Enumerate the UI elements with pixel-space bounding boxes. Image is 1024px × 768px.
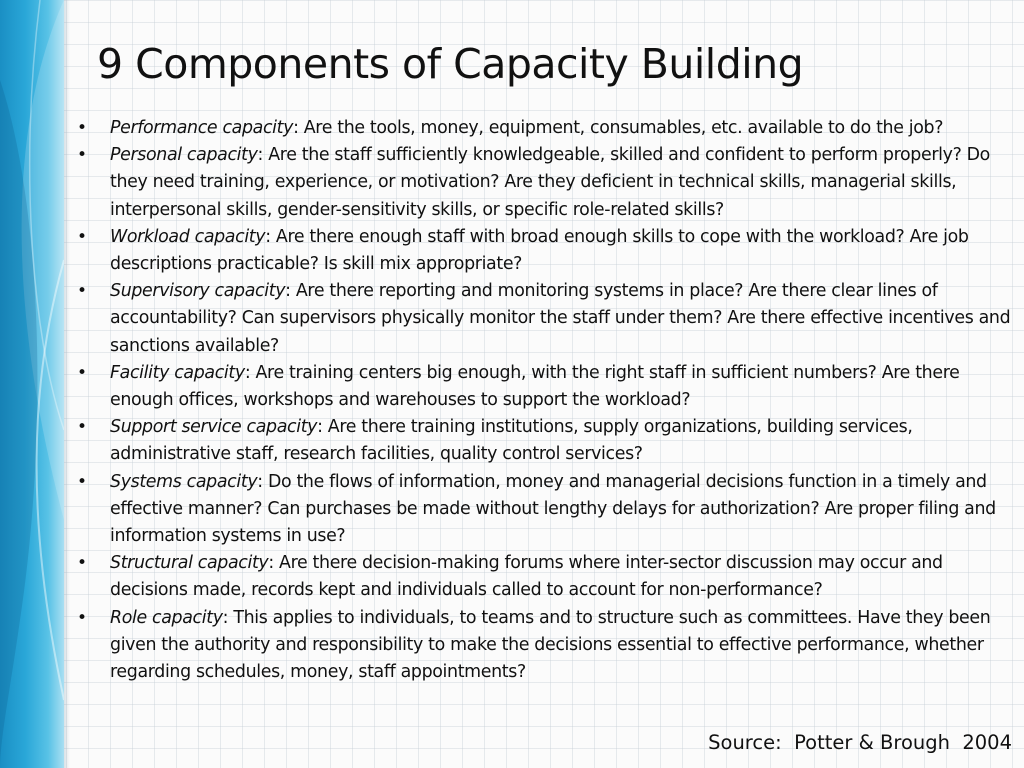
bullet-list xyxy=(77,115,1016,686)
list-item xyxy=(77,115,1016,142)
list-item xyxy=(77,469,1016,551)
capacity-description: : Do the flows of information, money and managerial decisions function in a timely and effective manner? Can purchases be made without lengthy delays for authorization? Are proper filing and information systems in use? xyxy=(110,471,996,547)
capacity-term: Support service capacity xyxy=(110,417,318,438)
bullet-dot: • xyxy=(77,362,87,383)
slide-title: 9 Components of Capacity Building xyxy=(97,40,804,88)
list-item xyxy=(77,142,1016,224)
bullet-dot: • xyxy=(77,417,87,438)
bullet-dot: • xyxy=(77,471,87,492)
capacity-term: Performance capacity xyxy=(110,118,294,138)
capacity-term: Structural capacity xyxy=(110,553,269,574)
capacity-description: : Are there training institutions, supply organizations, building services, administrative staff, research facilities, quality control services? xyxy=(110,417,913,465)
capacity-term: Role capacity xyxy=(110,607,223,628)
left-decorative-band xyxy=(0,0,64,768)
bullet-dot: • xyxy=(77,145,87,166)
bullet-dot: • xyxy=(77,607,87,628)
capacity-term: Supervisory capacity xyxy=(110,281,286,302)
capacity-description: : Are the staff sufficiently knowledgeable, skilled and confident to perform properly? Do they need training, experience, or motivation? Are they deficient in technical skills, managerial skills, interpersonal skills, gender-sensitivity skills, or specific role-related skills? xyxy=(110,145,990,220)
list-item xyxy=(77,550,1016,604)
bullet-dot: • xyxy=(77,226,87,247)
band-swoosh-graphic xyxy=(0,0,64,768)
list-item xyxy=(77,605,1016,687)
bullet-dot: • xyxy=(77,118,87,138)
capacity-description: : Are there enough staff with broad enough skills to cope with the workload? Are job descriptions practicable? Is skill mix appropriate? xyxy=(110,226,969,275)
capacity-term: Workload capacity xyxy=(110,226,266,247)
capacity-description: : Are there decision-making forums where inter-sector discussion may occur and decisions made, records kept and individuals called to account for non-performance? xyxy=(110,553,943,601)
capacity-description: : Are the tools, money, equipment, consumables, etc. available to do the job? xyxy=(293,118,944,138)
capacity-description: : This applies to individuals, to teams and to structure such as committees. Have they been given the authority and responsibility to make the decisions essential to effective performance, whether regarding schedules, money, staff appointments? xyxy=(110,607,991,683)
source-citation: Source: Potter & Brough 2004 xyxy=(708,731,1012,754)
list-item xyxy=(77,414,1016,468)
capacity-term: Personal capacity xyxy=(110,145,258,166)
band-shadow xyxy=(64,0,70,768)
bullet-dot: • xyxy=(77,553,87,574)
list-item xyxy=(77,360,1016,414)
list-item xyxy=(77,224,1016,278)
capacity-description: : Are training centers big enough, with the right staff in sufficient numbers? Are there enough offices, workshops and warehouses to support the workload? xyxy=(110,362,960,411)
capacity-description: : Are there reporting and monitoring systems in place? Are there clear lines of accountability? Can supervisors physically monitor the staff under them? Are there effective incentives and sanctions available? xyxy=(110,281,1011,356)
bullet-dot: • xyxy=(77,281,87,302)
capacity-term: Systems capacity xyxy=(110,471,258,492)
list-item xyxy=(77,278,1016,360)
capacity-term: Facility capacity xyxy=(110,362,245,383)
